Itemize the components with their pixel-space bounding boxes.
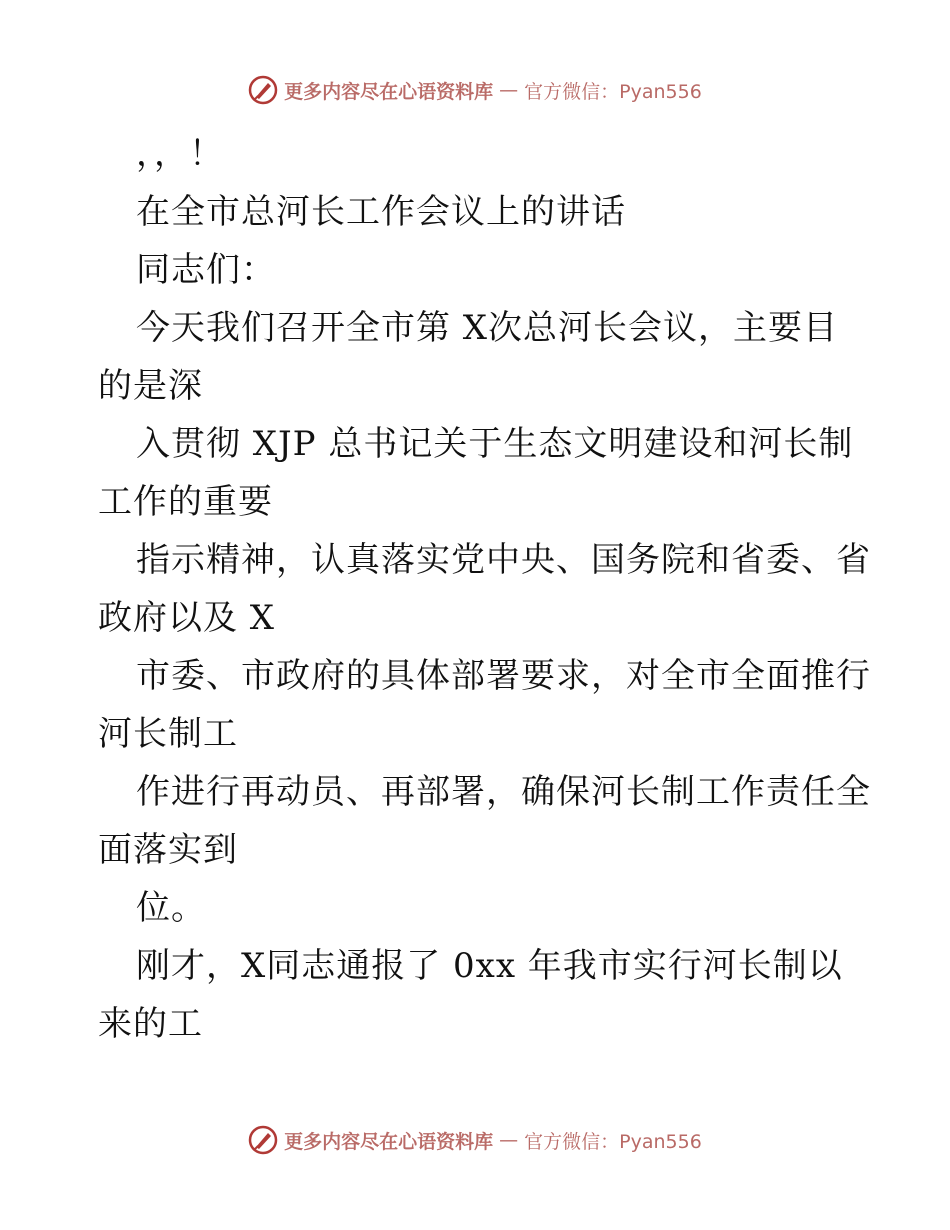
text-line: 作进行再动员、再部署，确保河长制工作责任全 xyxy=(136,772,871,812)
document-title: 在全市总河长工作会议上的讲话 xyxy=(136,192,626,232)
watermark-separator: — xyxy=(499,1129,519,1151)
text-line: 工作的重要 xyxy=(98,482,273,522)
text-line: 来的工 xyxy=(98,1004,203,1044)
text-line: 位。 xyxy=(136,888,206,928)
text-line: 刚才，X同志通报了 0xx 年我市实行河长制以 xyxy=(136,946,843,986)
watermark-main-text: 更多内容尽在心语资料库 xyxy=(284,1130,494,1153)
watermark-separator: — xyxy=(499,79,519,101)
text-line: 的是深 xyxy=(98,366,203,406)
text-line: 指示精神，认真落实党中央、国务院和省委、省 xyxy=(136,540,871,580)
watermark-main-text: 更多内容尽在心语资料库 xyxy=(284,80,494,103)
quill-pen-logo-icon xyxy=(248,1125,278,1155)
text-line: 河长制工 xyxy=(98,714,238,754)
text-line: 市委、市政府的具体部署要求，对全市全面推行 xyxy=(136,656,871,696)
text-line: 面落实到 xyxy=(98,830,238,870)
header-watermark xyxy=(0,70,950,110)
text-line: 政府以及 X xyxy=(98,598,276,638)
watermark-wechat-text: 官方微信：Pyan556 xyxy=(524,80,702,103)
text-line: 入贯彻 XJP 总书记关于生态文明建设和河长制 xyxy=(136,424,854,464)
text-line: ，，！ xyxy=(136,134,224,174)
document-body xyxy=(98,125,871,1053)
quill-pen-logo-icon xyxy=(248,75,278,105)
footer-watermark xyxy=(0,1120,950,1160)
text-line: 今天我们召开全市第 X次总河长会议，主要目 xyxy=(136,308,839,348)
salutation: 同志们： xyxy=(136,250,276,290)
watermark-wechat-text: 官方微信：Pyan556 xyxy=(524,1130,702,1153)
